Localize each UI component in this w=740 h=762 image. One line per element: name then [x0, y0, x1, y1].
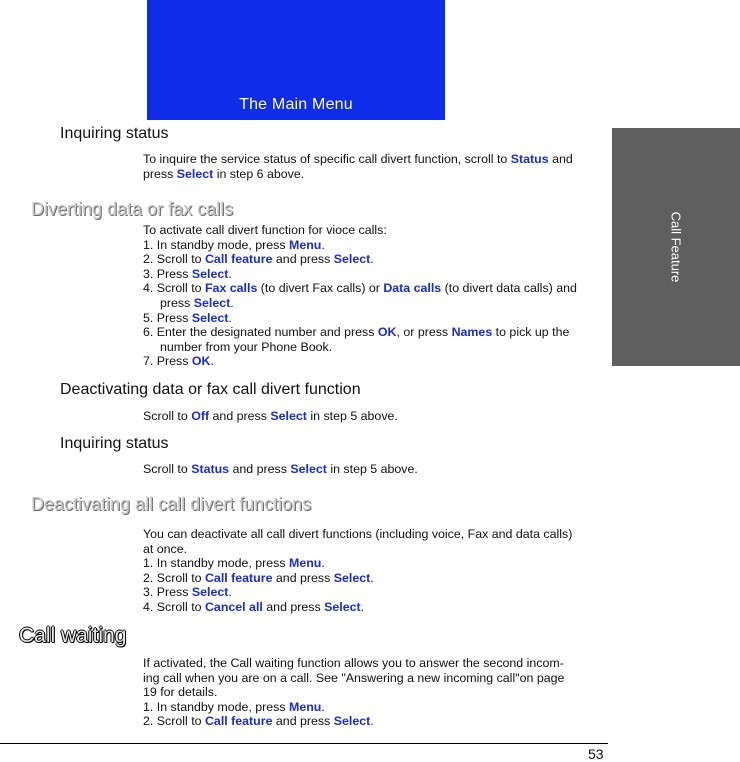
heading-deactivating-all: Deactivating all call divert functions — [31, 494, 312, 514]
paragraph-deactivating-all: You can deactivate all call divert functions (including voice, Fax and data calls) at once. 1. In standby mode, press Menu. 2. Scroll to Call feature and press Select. 3. Press Select. 4. Scroll to Cancel all and press Select. — [143, 527, 573, 614]
screen-caption: The Main Menu — [239, 96, 353, 113]
paragraph-call-waiting: If activated, the Call waiting function allows you to answer the second incom- ing call when you are on a call. See "Answering a new incoming call"on page 19 for details. 1. In standby mode, press Menu. 2. Scroll to Call feature and press Select. — [143, 656, 565, 729]
chapter-tab-label: Call Feature — [668, 211, 684, 283]
paragraph-diverting: To activate call divert function for vioce calls: 1. In standby mode, press Menu. 2. Scroll to Call feature and press Select. 3. Press Select. 4. Scroll to Fax calls (to divert Fax calls) or Data calls (to divert data calls) and press Select. 5. Press Select. 6. Enter the designated number and press OK, or press Names to pick up the number from your Phone Book. 7. Press OK. — [143, 223, 577, 369]
footer-divider — [0, 743, 608, 744]
heading-inquiring-status-2: Inquiring status — [60, 435, 169, 452]
heading-deactivating-fax: Deactivating data or fax call divert function — [60, 381, 361, 398]
chapter-side-tab — [612, 128, 740, 366]
heading-diverting-data-fax: Diverting data or fax calls — [31, 199, 234, 219]
page-number: 53 — [588, 746, 604, 762]
heading-call-waiting: Call waiting — [19, 624, 127, 647]
paragraph-deactivating-fax: Scroll to Off and press Select in step 5 above. — [143, 409, 398, 423]
main-menu-screen-image — [147, 0, 445, 120]
paragraph-inquiring-status: To inquire the service status of specific call divert function, scroll to Status and press Select in step 6 above. — [143, 152, 573, 181]
paragraph-inquiring-status-2: Scroll to Status and press Select in step 5 above. — [143, 462, 418, 476]
heading-inquiring-status: Inquiring status — [60, 125, 169, 142]
